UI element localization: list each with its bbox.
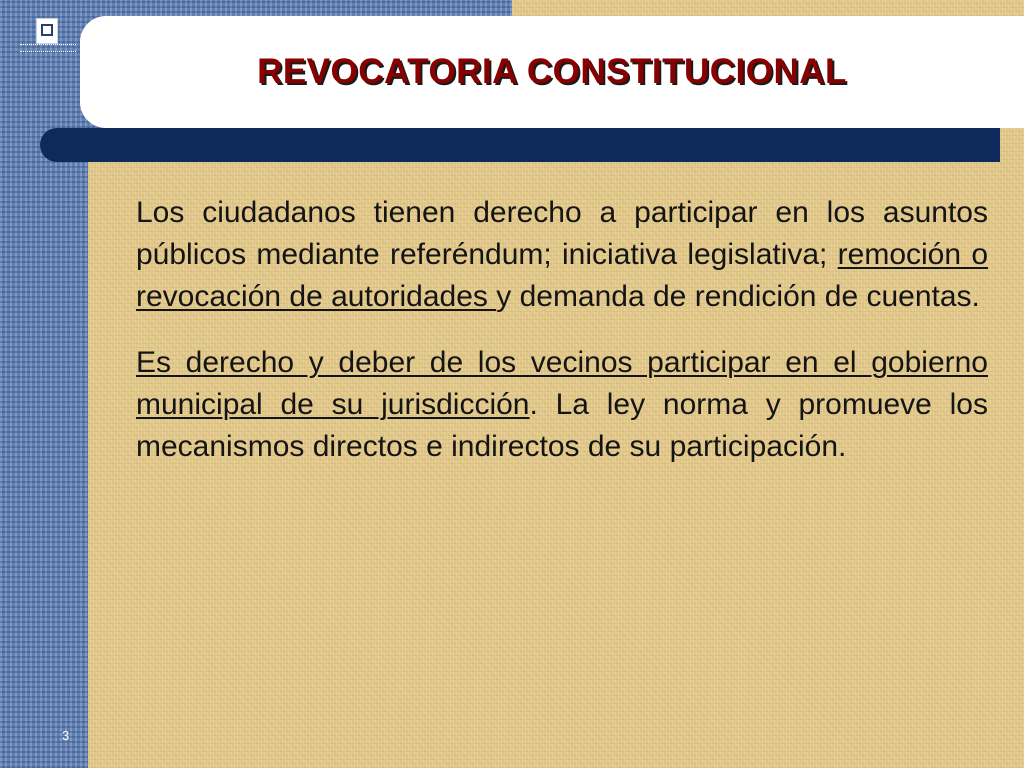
left-woven-strip xyxy=(0,0,88,768)
title-accent-bar xyxy=(40,128,1000,162)
paragraph-2-underlined-text: Es derecho y deber de los vecinos participar en el gobierno municipal de su jurisdicción xyxy=(136,346,988,421)
paragraph-1 xyxy=(136,192,988,318)
slide-title: REVOCATORIA CONSTITUCIONAL xyxy=(257,52,847,91)
slide-number: 3 xyxy=(62,728,70,743)
paragraph-2-text: . La ley norma y promueve los mecanismos directos e indirectos de su participación. xyxy=(136,388,988,463)
paragraph-1-text: Los ciudadanos tienen derecho a participar en los asuntos públicos mediante referéndum; iniciativa legislativa; xyxy=(136,196,988,271)
title-box xyxy=(80,16,1024,128)
paragraph-1-underlined-text: remoción o revocación de autoridades xyxy=(136,238,989,313)
institution-logo-icon xyxy=(36,18,58,44)
slide-body xyxy=(136,192,988,468)
paragraph-1-text-end: y demanda de rendición de cuentas. xyxy=(496,280,980,313)
logo-caption-decoration xyxy=(20,44,76,52)
paragraph-2 xyxy=(136,342,988,468)
